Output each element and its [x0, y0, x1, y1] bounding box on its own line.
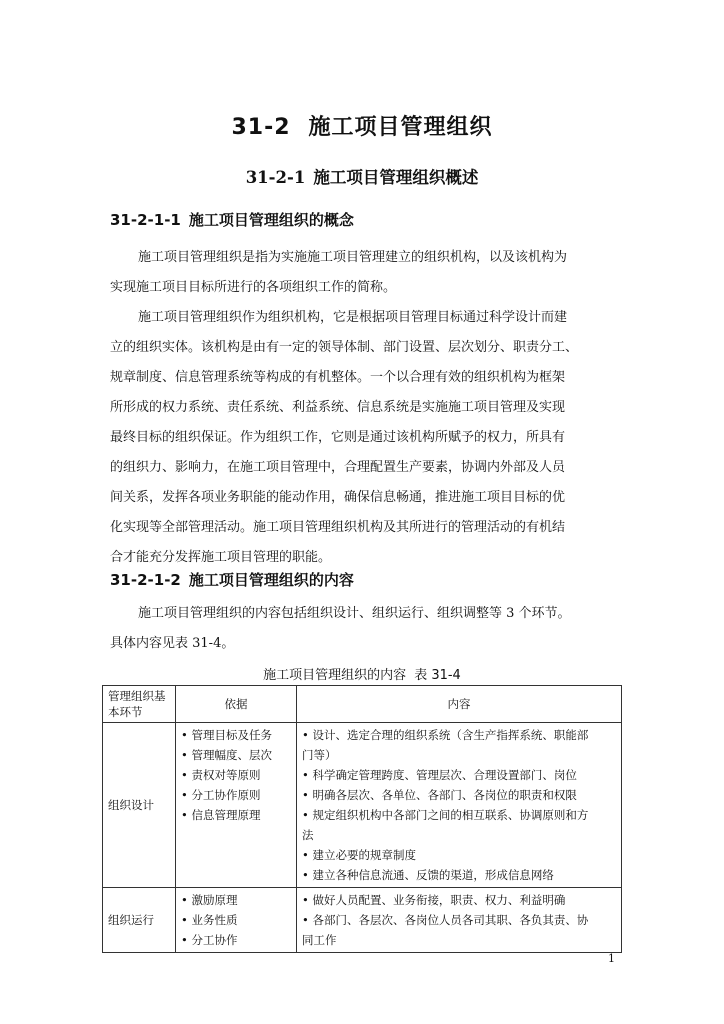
- paragraph-concept-2: [110, 303, 616, 573]
- table-row: [103, 723, 622, 888]
- table-caption-title: 施工项目管理组织的内容: [263, 668, 407, 683]
- list-item: 法: [302, 828, 314, 842]
- basis-cell: [176, 723, 297, 888]
- text-line: 施工项目管理组织是指为实施施工项目管理建立的组织机构，以及该机构为: [138, 250, 568, 265]
- chapter-title: 施工项目管理组织: [308, 115, 493, 140]
- text-line: 的组织力、影响力，在施工项目管理中，合理配置生产要素，协调内外部及人员: [110, 460, 566, 475]
- table-caption: [0, 664, 724, 683]
- list-item: • 做好人员配置、业务衔接，职责、权力、利益明确: [302, 893, 566, 907]
- header-content: 内容: [297, 686, 622, 723]
- subsection-title: 施工项目管理组织的内容: [188, 571, 354, 589]
- list-item: • 建立必要的规章制度: [302, 848, 416, 862]
- list-item: • 各部门、各层次、各岗位人员各司其职、各负其责、协: [302, 913, 589, 927]
- content-cell: [297, 888, 622, 953]
- list-item: • 建立各种信息流通、反馈的渠道，形成信息网络: [302, 868, 554, 882]
- text-line: 施工项目管理组织作为组织机构，它是根据项目管理目标通过科学设计而建: [138, 310, 568, 325]
- header-stage: 管理组织基本环节: [103, 686, 176, 723]
- subsection-heading-content: [110, 569, 354, 590]
- text-line: 化实现等全部管理活动。施工项目管理组织机构及其所进行的管理活动的有机结: [110, 520, 566, 535]
- text-line: 合才能充分发挥施工项目管理的职能。: [110, 550, 332, 565]
- text-line: 规章制度、信息管理系统等构成的有机整体。一个以合理有效的组织机构为框架: [110, 370, 566, 385]
- content-cell: [297, 723, 622, 888]
- text-line: 实现施工项目目标所进行的各项组织工作的简称。: [110, 280, 397, 295]
- section-title: 施工项目管理组织概述: [313, 168, 479, 187]
- text-line: 具体内容见表 31-4。: [110, 636, 235, 651]
- section-number: 31-2-1: [245, 168, 306, 187]
- content-table: [102, 685, 622, 953]
- subsection-number: 31-2-1-2: [110, 571, 181, 589]
- list-item: • 规定组织机构中各部门之间的相互联系、协调原则和方: [302, 808, 589, 822]
- list-item: • 设计、选定合理的组织系统（含生产指挥系统、职能部: [302, 728, 589, 742]
- chapter-number: 31-2: [231, 115, 291, 140]
- stage-cell: 组织设计: [103, 723, 176, 888]
- subsection-title: 施工项目管理组织的概念: [188, 211, 354, 229]
- list-item: • 管理目标及任务: [181, 728, 272, 742]
- paragraph-concept-1: [110, 243, 616, 303]
- basis-cell: [176, 888, 297, 953]
- subsection-number: 31-2-1-1: [110, 211, 181, 229]
- list-item: • 责权对等原则: [181, 768, 261, 782]
- table-row: [103, 888, 622, 953]
- subsection-heading-concept: [110, 209, 354, 230]
- list-item: 同工作: [302, 933, 337, 947]
- list-item: • 信息管理原理: [181, 808, 261, 822]
- table-number: 表 31-4: [414, 668, 461, 683]
- text-line: 最终目标的组织保证。作为组织工作，它则是通过该机构所赋予的权力，所具有: [110, 430, 566, 445]
- text-line: 所形成的权力系统、责任系统、利益系统、信息系统是实施施工项目管理及实现: [110, 400, 566, 415]
- list-item: • 科学确定管理跨度、管理层次、合理设置部门、岗位: [302, 768, 577, 782]
- text-line: 施工项目管理组织的内容包括组织设计、组织运行、组织调整等 3 个环节。: [138, 606, 571, 621]
- list-item: • 管理幅度、层次: [181, 748, 272, 762]
- page-number: 1: [608, 952, 615, 965]
- text-line: 间关系，发挥各项业务职能的能动作用，确保信息畅通，推进施工项目目标的优: [110, 490, 566, 505]
- list-item: 门等）: [302, 748, 337, 762]
- paragraph-content-1: [110, 599, 616, 659]
- table-header-row: [103, 686, 622, 723]
- list-item: • 明确各层次、各单位、各部门、各岗位的职责和权限: [302, 788, 577, 802]
- stage-cell: 组织运行: [103, 888, 176, 953]
- list-item: • 激励原理: [181, 893, 238, 907]
- section-heading: [0, 164, 724, 188]
- text-line: 立的组织实体。该机构是由有一定的领导体制、部门设置、层次划分、职责分工、: [110, 340, 579, 355]
- list-item: • 分工协作: [181, 933, 238, 947]
- list-item: • 业务性质: [181, 913, 238, 927]
- header-basis: 依据: [176, 686, 297, 723]
- chapter-heading: [0, 110, 724, 141]
- list-item: • 分工协作原则: [181, 788, 261, 802]
